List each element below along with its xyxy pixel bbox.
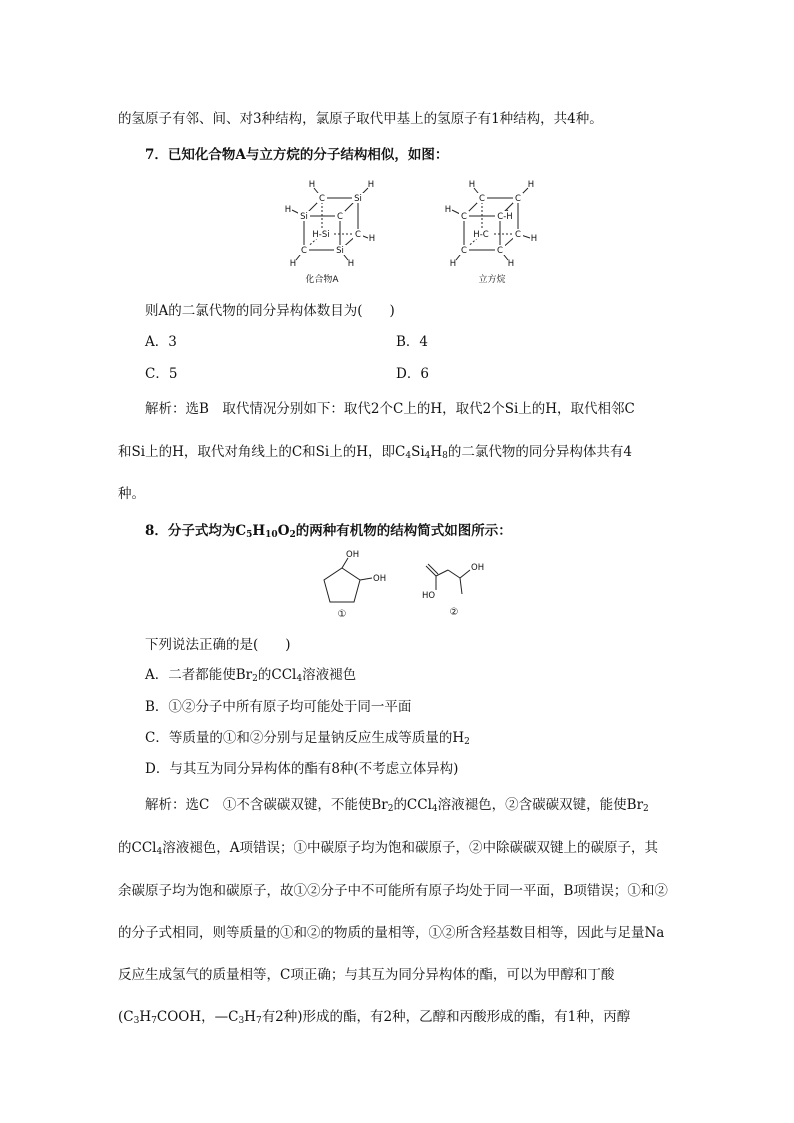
cubane-caption: 立方烷 xyxy=(478,275,506,285)
atom-label: OH xyxy=(471,563,485,573)
solution-7-line-2: 和Si上的H，取代对角线上的C和Si上的H，即$C_4Si_4H_8$的二氯代物的同分异构体共有4 xyxy=(118,444,632,461)
atom-label: H-C xyxy=(473,230,489,240)
atom-label: H xyxy=(347,259,355,269)
atom-label: Si xyxy=(300,212,308,222)
atom-label: C xyxy=(497,246,503,256)
solution-8-line-4: 的分子式相同，则等质量的①和②的物质的量相等，①②所含羟基数目相等，因此与足量Na xyxy=(118,925,665,941)
compound-a-structure xyxy=(276,178,386,288)
question-7: 7．已知化合物A与立方烷的分子结构相似，如图： xyxy=(145,147,449,163)
atom-label: C xyxy=(301,246,307,256)
atom-label: C xyxy=(515,230,521,240)
atom-label: H-Si xyxy=(312,230,330,240)
option-d: D．与其互为同分异构体的酯有8种(不考虑立体异构) xyxy=(145,761,459,777)
atom-label: OH xyxy=(346,550,360,560)
atom-label: C xyxy=(461,246,467,256)
option-b: B．4 xyxy=(396,334,429,350)
atom-label: C xyxy=(319,194,325,204)
atom-label: H xyxy=(527,180,535,190)
atom-label: C xyxy=(337,212,343,222)
atom-label: Si xyxy=(354,194,362,204)
question-8-ask: 下列说法正确的是( ) xyxy=(145,637,291,653)
solution-7-line-1: 解析：选B 取代情况分别如下：取代2个C上的H，取代2个Si上的H，取代相邻C xyxy=(145,401,635,417)
option-c: C．5 xyxy=(145,366,178,382)
solution-8-line-1: 解析：选C ①不含碳碳双键，不能使$Br_2$的CCl$_4$溶液褪色，②含碳碳双键，能使$Br_2$ xyxy=(145,797,649,814)
atom-label: C xyxy=(461,212,467,222)
structure-1-label: ① xyxy=(337,609,347,620)
atom-label: H xyxy=(284,205,292,215)
option-d: D．6 xyxy=(396,366,429,382)
atom-label: H xyxy=(367,180,375,190)
option-a: A．3 xyxy=(145,334,177,350)
atom-label: C xyxy=(515,194,521,204)
atom-label: C-H xyxy=(497,212,513,222)
atom-label: Si xyxy=(336,246,344,256)
solution-8-line-5: 反应生成氢气的质量相等，C项正确；与其互为同分异构体的酯，可以为甲醇和丁酸 xyxy=(118,967,615,983)
option-a: A．二者都能使$Br_2$的CCl$_4$溶液褪色 xyxy=(145,667,357,684)
atom-label: H xyxy=(444,205,452,215)
question-7-ask: 则A的二氯代物的同分异构体数目为( ) xyxy=(145,303,395,319)
atom-label: H xyxy=(530,234,538,244)
solution-8-line-6: ($C_3H_7COOH$，$—C_3H_7$有2种)形成的酯，有2种，乙醇和丙酸形成的酯，有1种，丙醇 xyxy=(118,1009,631,1026)
structure-1 xyxy=(316,548,406,622)
atom-label: HO xyxy=(422,591,436,601)
solution-7-line-3: 种。 xyxy=(118,486,145,502)
atom-label: C xyxy=(479,194,485,204)
option-c: C．等质量的①和②分别与足量钠反应生成等质量的$H_2$ xyxy=(145,730,470,747)
solution-8-line-3: 余碳原子均为饱和碳原子，故①②分子中不可能所有原子均处于同一平面，B项错误；①和② xyxy=(118,883,668,899)
atom-label: H xyxy=(368,234,376,244)
structure-2 xyxy=(418,556,498,622)
question-8: 8．分子式均为$C_5H_{10}O_2$的两种有机物的结构简式如图所示： xyxy=(145,523,512,540)
atom-label: H xyxy=(507,259,515,269)
structure-2-label: ② xyxy=(449,607,459,618)
atom-label: H xyxy=(308,180,316,190)
atom-label: H xyxy=(468,180,476,190)
text-line: 的氢原子有邻、间、对3种结构，氯原子取代甲基上的氢原子有1种结构，共4种。 xyxy=(118,111,603,127)
atom-label: H xyxy=(449,259,457,269)
option-b: B．①②分子中所有原子均可能处于同一平面 xyxy=(145,699,412,715)
atom-label: H xyxy=(289,259,297,269)
compound-a-caption: 化合物A xyxy=(305,275,339,285)
solution-8-line-2: 的CCl$_4$溶液褪色，A项错误；①中碳原子均为饱和碳原子，②中除碳碳双键上的碳原子，其 xyxy=(118,840,658,857)
cubane-structure xyxy=(436,178,546,288)
atom-label: C xyxy=(355,230,361,240)
atom-label: OH xyxy=(373,574,387,584)
